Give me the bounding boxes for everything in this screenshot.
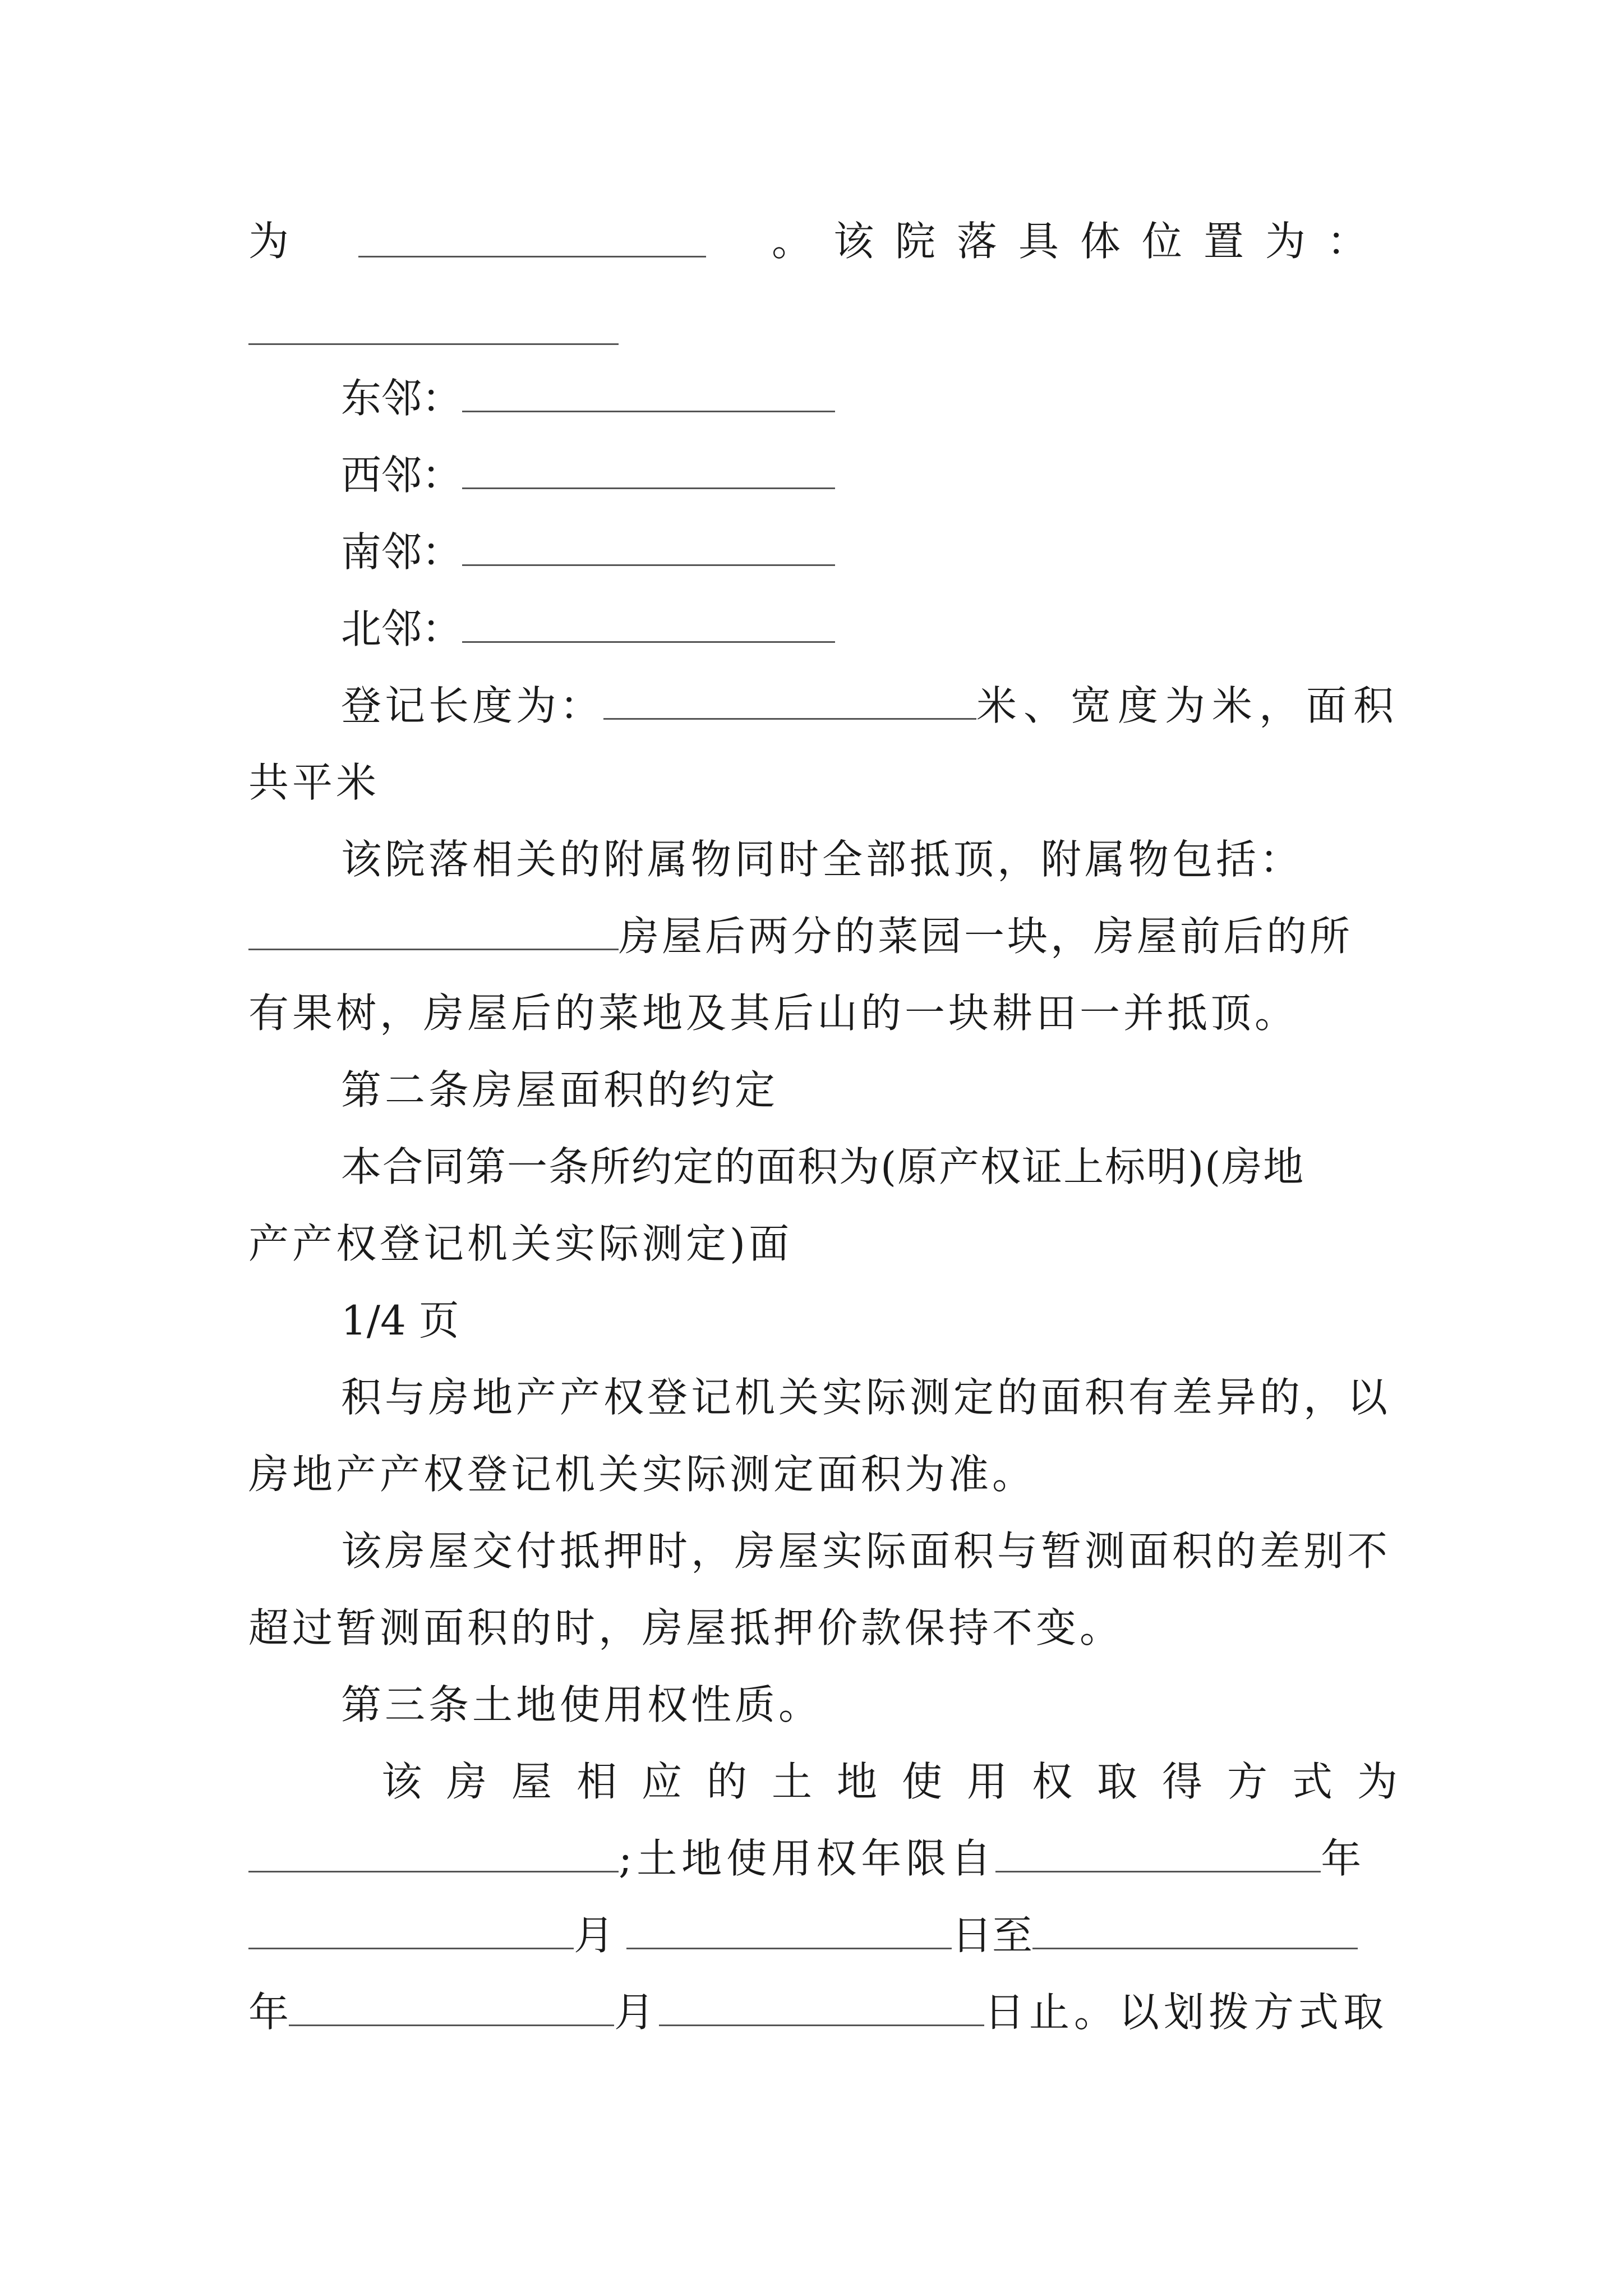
east-neighbor-line bbox=[248, 365, 1389, 432]
location-line bbox=[248, 208, 1389, 275]
north-field[interactable] bbox=[462, 611, 835, 643]
day-end-text: 日止。以划拨方式取 bbox=[984, 1989, 1389, 2036]
page-number-line bbox=[248, 1287, 1389, 1354]
month-label: 月 bbox=[574, 1912, 615, 1959]
delivery-line-2 bbox=[248, 1594, 1389, 1662]
south-field[interactable] bbox=[462, 534, 835, 566]
start-month-field[interactable] bbox=[248, 1917, 574, 1949]
land-line-3 bbox=[248, 1902, 1389, 1969]
north-neighbor-line bbox=[248, 595, 1389, 662]
article-3-heading bbox=[248, 1671, 1389, 1738]
end-day-field[interactable] bbox=[659, 1994, 984, 2026]
end-month-field[interactable] bbox=[289, 1994, 614, 2026]
south-neighbor-line bbox=[248, 518, 1389, 586]
area-text-1: 本合同第一条所约定的面积为(原产权证上标明)(房地 bbox=[341, 1143, 1305, 1190]
area-line-1 bbox=[248, 1133, 1389, 1200]
registration-line bbox=[248, 672, 1401, 739]
article-2-title: 第二条房屋面积的约定 bbox=[341, 1066, 779, 1114]
blank-field[interactable] bbox=[248, 313, 619, 345]
reg-text: 米、宽度为米，面积 bbox=[976, 682, 1401, 729]
att-text-1: 该院落相关的附属物同时全部抵顶，附属物包括： bbox=[341, 836, 1304, 883]
land-text-2: ;土地使用权年限自 bbox=[619, 1835, 996, 1882]
land-text-1: 该房屋相应的土地使用权取得方式为 bbox=[381, 1758, 1423, 1805]
text-wei: 为 bbox=[248, 218, 293, 265]
east-label: 东邻： bbox=[341, 375, 463, 422]
attachments-line-3 bbox=[248, 979, 1389, 1047]
location-blank-line bbox=[248, 297, 1389, 365]
month-label-2: 月 bbox=[614, 1989, 655, 2036]
area-text-2: 产产权登记机关实际测定)面 bbox=[248, 1220, 793, 1267]
land-line-1 bbox=[381, 1748, 1423, 1815]
difference-line-1 bbox=[248, 1364, 1389, 1431]
delivery-line-1 bbox=[248, 1517, 1389, 1585]
start-year-field[interactable] bbox=[995, 1841, 1321, 1872]
length-field[interactable] bbox=[603, 688, 976, 720]
blank-field[interactable] bbox=[358, 226, 706, 257]
south-label: 南邻： bbox=[341, 528, 463, 576]
reg-label: 登记长度为： bbox=[341, 682, 604, 729]
end-year-field[interactable] bbox=[1032, 1917, 1358, 1949]
reg-area-text: 共平米 bbox=[248, 759, 380, 806]
west-field[interactable] bbox=[462, 457, 835, 489]
west-label: 西邻： bbox=[341, 452, 463, 499]
att-text-3: 有果树，房屋后的菜地及其后山的一块耕田一并抵顶。 bbox=[248, 990, 1299, 1037]
registration-line-2 bbox=[248, 749, 1389, 816]
text-location: 。该院落具体位置为： bbox=[771, 218, 1389, 265]
difference-line-2 bbox=[248, 1441, 1389, 1508]
land-line-4 bbox=[248, 1978, 1389, 2046]
east-field[interactable] bbox=[462, 380, 835, 412]
attachments-line-2 bbox=[248, 903, 1389, 970]
day-to-label: 日至 bbox=[952, 1912, 1033, 1959]
year-label-2: 年 bbox=[248, 1989, 289, 2036]
att-text-2: 房屋后两分的菜园一块，房屋前后的所 bbox=[619, 913, 1353, 960]
attachments-field[interactable] bbox=[248, 918, 619, 950]
area-line-2 bbox=[248, 1210, 1389, 1277]
page-number: 1/4 页 bbox=[341, 1297, 459, 1344]
article-3-title: 第三条土地使用权性质。 bbox=[341, 1681, 823, 1728]
west-neighbor-line bbox=[248, 441, 1389, 509]
diff-text-2: 房地产产权登记机关实际测定面积为准。 bbox=[248, 1451, 1036, 1498]
start-day-field[interactable] bbox=[626, 1917, 952, 1949]
attachments-line bbox=[248, 826, 1389, 893]
year-label: 年 bbox=[1321, 1835, 1362, 1882]
acquisition-field[interactable] bbox=[248, 1841, 619, 1872]
north-label: 北邻： bbox=[341, 605, 463, 652]
diff-text-1: 积与房地产产权登记机关实际测定的面积有差异的，以 bbox=[341, 1374, 1391, 1421]
deliv-text-1: 该房屋交付抵押时，房屋实际面积与暂测面积的差别不 bbox=[341, 1527, 1391, 1575]
land-line-2 bbox=[248, 1825, 1389, 1892]
deliv-text-2: 超过暂测面积的时，房屋抵押价款保持不变。 bbox=[248, 1604, 1124, 1651]
article-2-heading bbox=[248, 1056, 1389, 1124]
